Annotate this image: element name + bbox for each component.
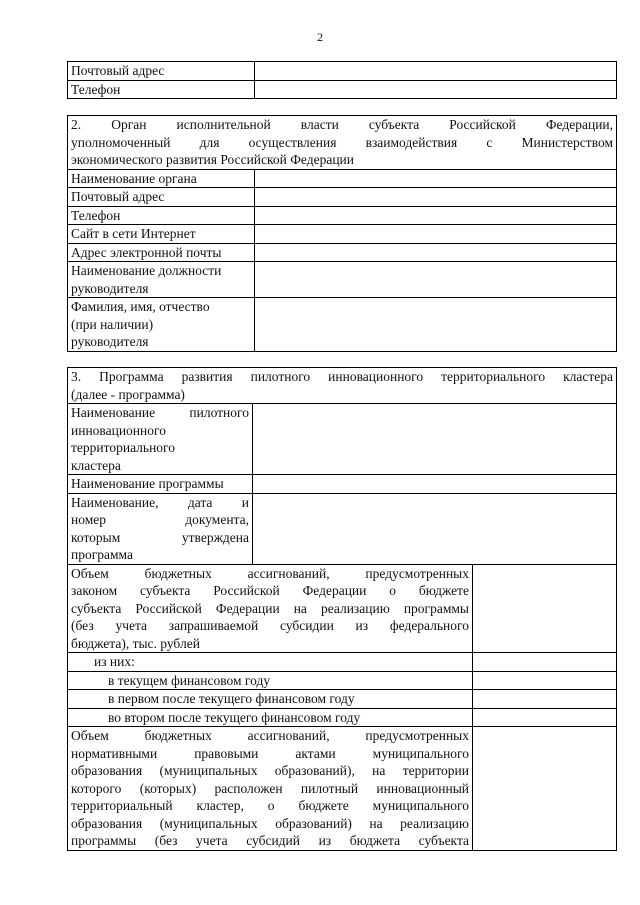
table-row (68, 243, 617, 262)
value-cluster-name[interactable] (253, 404, 617, 475)
label-municipal-budget: Объем бюджетных ассигнований, предусмотренных нормативными правовыми актами муниципального образования (муниципальных образований), на территории которого (которых) расположен пилотный инновационный территориальный кластер, о бюджете муниципального образования (муниципальных образований) на реализацию программы (без учета субсидий из бюджета субъекта (68, 727, 473, 851)
table-row (68, 169, 617, 188)
value-website[interactable] (255, 225, 617, 244)
label-year-second: во втором после текущего финансовом году (68, 708, 473, 727)
table-row (68, 708, 617, 727)
label-phone: Телефон (68, 80, 255, 99)
section2-header-row (68, 116, 617, 170)
section3-table (67, 367, 617, 851)
label-regional-budget: Объем бюджетных ассигнований, предусмотренных законом субъекта Российской Федерации о бюджете субъекта Российской Федерации на реализацию программы (без учета запрашиваемой субсидии из федерального бюджета), тыс. рублей (68, 564, 473, 653)
table-row (68, 475, 617, 494)
section3-header-row (68, 368, 617, 404)
page-number: 2 (317, 30, 323, 44)
value-postal-address[interactable] (255, 188, 617, 207)
table-row (68, 206, 617, 225)
table-row (68, 493, 617, 564)
table-row (68, 404, 617, 475)
value-phone[interactable] (255, 80, 617, 99)
label-year-current: в текущем финансовом году (68, 671, 473, 690)
table-row (68, 188, 617, 207)
value-head-position[interactable] (255, 262, 617, 298)
value-of-them[interactable] (473, 653, 617, 672)
value-year-second[interactable] (473, 708, 617, 727)
label-head-name: Фамилия, имя, отчество (при наличии) руководителя (68, 298, 255, 352)
value-email[interactable] (255, 243, 617, 262)
section2-table (67, 115, 617, 352)
table-row (68, 727, 617, 851)
label-year-first: в первом после текущего финансовом году (68, 690, 473, 709)
value-program-name[interactable] (253, 475, 617, 494)
value-year-current[interactable] (473, 671, 617, 690)
table-row (68, 653, 617, 672)
label-email: Адрес электронной почты (68, 243, 255, 262)
value-phone[interactable] (255, 206, 617, 225)
label-phone: Телефон (68, 206, 255, 225)
table-row (68, 671, 617, 690)
table-row (68, 225, 617, 244)
value-program-document[interactable] (253, 493, 617, 564)
label-organ-name: Наименование органа (68, 169, 255, 188)
label-postal-address: Почтовый адрес (68, 188, 255, 207)
value-postal-address[interactable] (255, 62, 617, 81)
table-row (68, 80, 617, 99)
label-program-document: Наименование, дата и номер документа, которым утверждена программа (68, 493, 253, 564)
value-regional-budget[interactable] (473, 564, 617, 653)
table-row (68, 564, 617, 653)
table-row (68, 298, 617, 352)
table-row (68, 262, 617, 298)
section2-header: 2. Орган исполнительной власти субъекта Российской Федерации, уполномоченный для осуществления взаимодействия с Министерством экономического развития Российской Федерации (68, 116, 617, 170)
value-year-first[interactable] (473, 690, 617, 709)
value-organ-name[interactable] (255, 169, 617, 188)
table-row (68, 62, 617, 81)
value-head-name[interactable] (255, 298, 617, 352)
table-row (68, 690, 617, 709)
label-head-position: Наименование должности руководителя (68, 262, 255, 298)
label-website: Сайт в сети Интернет (68, 225, 255, 244)
label-postal-address: Почтовый адрес (68, 62, 255, 81)
label-program-name: Наименование программы (68, 475, 253, 494)
section3-header: 3. Программа развития пилотного инновационного территориального кластера (далее - программа) (68, 368, 617, 404)
section1-tail-table (67, 61, 617, 99)
value-municipal-budget[interactable] (473, 727, 617, 851)
label-cluster-name: Наименование пилотного инновационного территориального кластера (68, 404, 253, 475)
label-of-them: из них: (68, 653, 473, 672)
